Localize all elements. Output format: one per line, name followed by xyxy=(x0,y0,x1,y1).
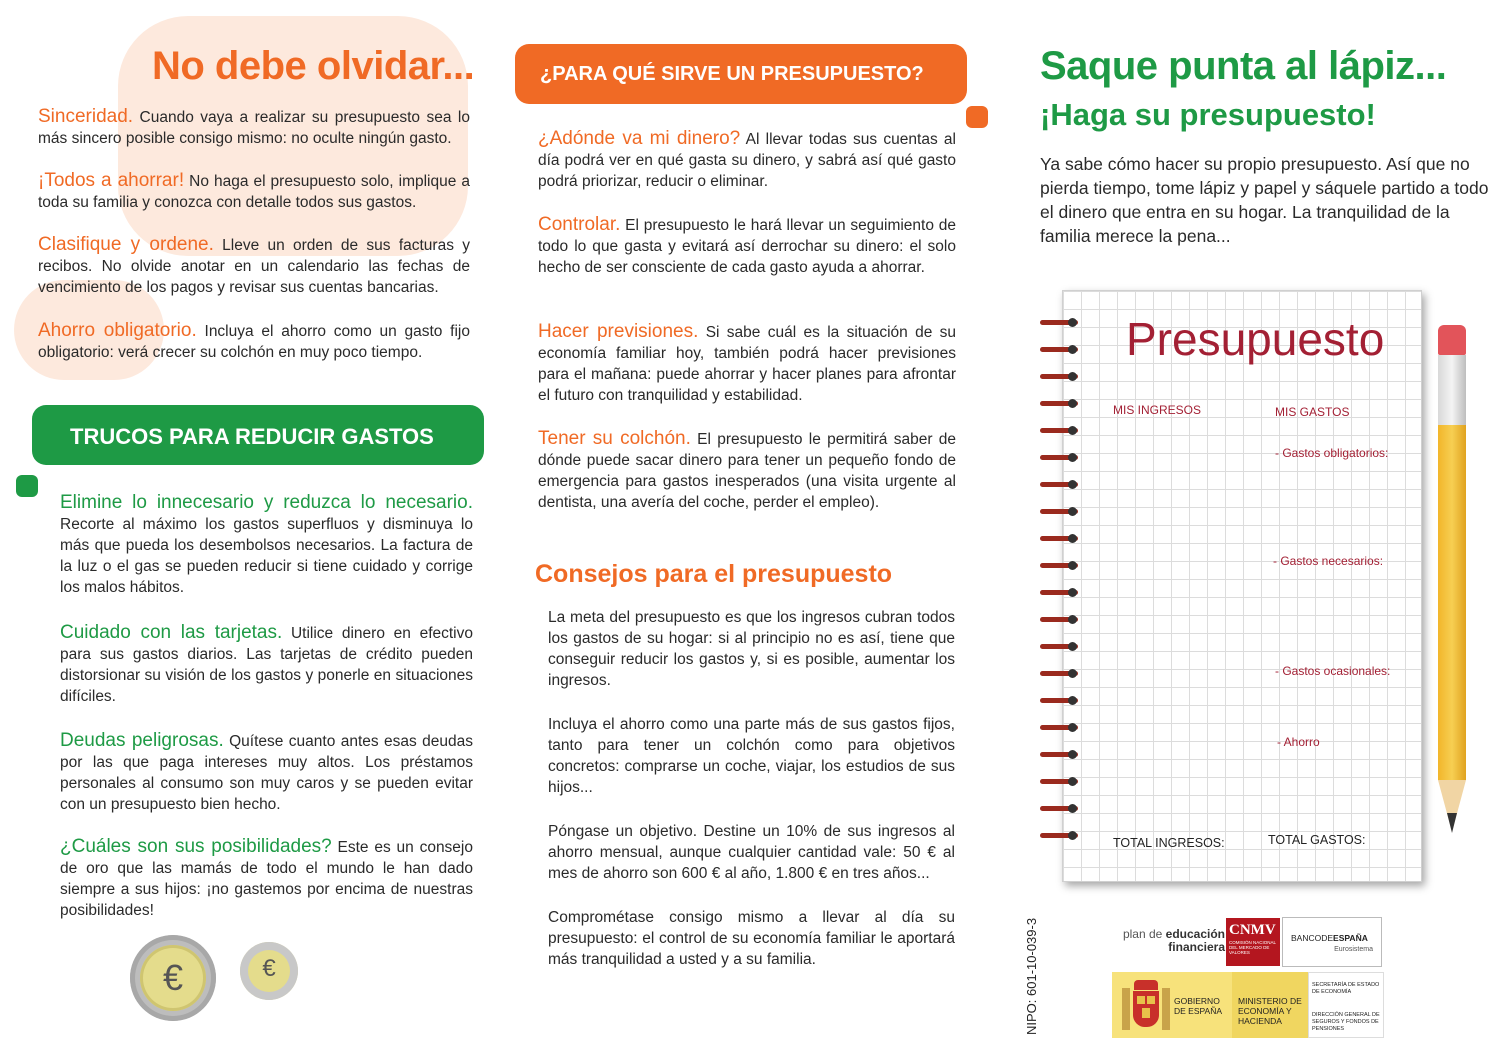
ministerio-text: MINISTERIO DE ECONOMÍA Y HACIENDA xyxy=(1238,996,1302,1026)
sinceridad-lead: Sinceridad. xyxy=(38,106,134,127)
ahorro-obligatorio-paragraph xyxy=(38,320,470,363)
deudas-paragraph xyxy=(60,730,473,815)
spiral-ring xyxy=(1040,615,1080,624)
adonde-lead: ¿Adónde va mi dinero? xyxy=(538,128,741,149)
para-que-sirve-header xyxy=(515,44,967,104)
plan-text-1: plan de xyxy=(1122,927,1166,941)
nipo-code: NIPO: 601-10-039-3 xyxy=(1024,917,1039,1035)
spiral-ring xyxy=(1040,318,1080,327)
spiral-ring xyxy=(1040,480,1080,489)
direccion-text: DIRECCIÓN GENERAL DE SEGUROS Y FONDOS DE PENSIONES xyxy=(1312,1012,1380,1032)
plan-text-3: financiera xyxy=(1168,940,1225,954)
spiral-ring xyxy=(1040,750,1080,759)
spiral-ring xyxy=(1040,426,1080,435)
banco-espana-logo xyxy=(1282,917,1382,967)
coin-large-icon xyxy=(130,935,216,1021)
colchon-text: El presupuesto le permitirá saber de dónde puede sacar dinero para tener un pequeño fondo de emergencia para gastos inesperados (una visita urgente al dentista, una avería del coche, perder el empleo). xyxy=(538,431,956,511)
spiral-ring xyxy=(1040,723,1080,732)
tarjetas-paragraph xyxy=(60,622,473,707)
consejo-2: Incluya el ahorro como una parte más de sus gastos fijos, tanto para tener un colchón como para objetivos concretos: comprarse un coche, viajar, los estudios de sus hijos... xyxy=(548,716,955,796)
colchon-paragraph xyxy=(538,428,956,513)
euro-symbol: € xyxy=(162,957,184,998)
haga-presupuesto-subtitle: ¡Haga su presupuesto! xyxy=(1040,97,1376,132)
elimine-lead: Elimine lo innecesario y reduzca lo necesario. xyxy=(60,492,473,513)
controlar-text: El presupuesto le hará llevar un seguimiento de todo lo que gasta y evitará así derrochar su dinero: el solo hecho de ser consciente de cada gasto ayuda a ahorrar. xyxy=(538,217,956,276)
controlar-lead: Controlar. xyxy=(538,214,621,235)
no-debe-olvidar-title: No debe olvidar... xyxy=(152,44,475,88)
posibilidades-lead: ¿Cuáles son sus posibilidades? xyxy=(60,836,332,857)
deudas-lead: Deudas peligrosas. xyxy=(60,730,224,751)
pencil-icon xyxy=(1434,325,1470,845)
gastos-obligatorios-label: - Gastos obligatorios: xyxy=(1275,446,1389,460)
mis-ingresos-label: MIS INGRESOS xyxy=(1113,403,1202,417)
spiral-ring xyxy=(1040,696,1080,705)
sinceridad-paragraph xyxy=(38,106,470,149)
spiral-ring xyxy=(1040,804,1080,813)
spiral-ring xyxy=(1040,588,1080,597)
ahorro-obligatorio-lead: Ahorro obligatorio. xyxy=(38,320,197,341)
todos-ahorrar-lead: ¡Todos a ahorrar! xyxy=(38,170,185,191)
clasifique-text: Lleve un orden de sus facturas y recibos. No olvide anotar en un calendario las fechas de vencimiento de los pagos y revisar sus cuentas bancarias. xyxy=(38,237,470,296)
trucos-header xyxy=(32,405,484,465)
ahorro-obligatorio-text: Incluya el ahorro como un gasto fijo obligatorio: verá crecer su colchón en muy poco tiempo. xyxy=(38,323,471,361)
adonde-text: Al llevar todas sus cuentas al día podrá ver en qué gasta su dinero, y sabrá así qué gasto podrá priorizar, reducir o eliminar. xyxy=(538,131,956,190)
adonde-paragraph xyxy=(538,128,956,192)
bde-text-2: DE xyxy=(1321,933,1334,943)
gastos-necesarios-label: - Gastos necesarios: xyxy=(1273,554,1384,568)
cnmv-logo xyxy=(1226,918,1280,966)
posibilidades-text: Este es un consejo de oro que las mamás de todo el mundo le han dado siempre a sus hijos: ¡no gastemos por encima de nuestras posibilidades! xyxy=(60,839,473,919)
total-gastos-label: TOTAL GASTOS: xyxy=(1268,833,1366,847)
mis-gastos-label: MIS GASTOS xyxy=(1275,405,1350,419)
spiral-ring xyxy=(1040,669,1080,678)
gastos-ocasionales-label: - Gastos ocasionales: xyxy=(1275,664,1391,678)
deudas-text: Quítese cuanto antes esas deudas por las que paga intereses muy altos. Los préstamos personales al consumo son muy caros y se pueden evitar con un presupuesto bien hecho. xyxy=(60,733,473,813)
consejo-1: La meta del presupuesto es que los ingresos cubran todos los gastos de su hogar: si al principio no es así, tiene que conseguir reducir los gastos y, si es posible, aumentar los ingresos. xyxy=(548,609,955,689)
spiral-ring xyxy=(1040,777,1080,786)
total-ingresos-label: TOTAL INGRESOS: xyxy=(1113,836,1225,850)
notebook-title: Presupuesto xyxy=(1126,313,1385,365)
spiral-ring xyxy=(1040,345,1080,354)
secretaria-text: SECRETARÍA DE ESTADO DE ECONOMÍA xyxy=(1312,982,1380,995)
previsiones-lead: Hacer previsiones. xyxy=(538,321,699,342)
spiral-ring xyxy=(1040,507,1080,516)
consejo-4: Comprométase consigo mismo a llevar al día su presupuesto: el control de su economía familiar le aportará más tranquilidad a usted y a su familia. xyxy=(548,909,955,968)
coat-of-arms-icon xyxy=(1122,980,1170,1032)
posibilidades-paragraph xyxy=(60,836,473,921)
bde-subtext: Eurosistema xyxy=(1334,946,1373,953)
clasifique-lead: Clasifique y ordene. xyxy=(38,234,214,255)
coin-small-icon xyxy=(240,942,298,1000)
consejos-title: Consejos para el presupuesto xyxy=(535,560,893,588)
gobierno-text: GOBIERNO DE ESPAÑA xyxy=(1174,996,1223,1016)
notebook xyxy=(1062,290,1422,882)
green-bullet-dot xyxy=(16,475,38,497)
spiral-ring xyxy=(1040,399,1080,408)
elimine-paragraph xyxy=(60,492,473,598)
cnmv-subtext: COMISIÓN NACIONAL DEL MERCADO DE VALORES xyxy=(1229,940,1276,955)
previsiones-text: Si sabe cuál es la situación de su economía familiar hoy, también podrá hacer previsiones para el mañana: puede ahorrar y hacer planes para afrontar el futuro con tranquilidad y estabilidad. xyxy=(538,324,957,404)
spiral-ring xyxy=(1040,372,1080,381)
controlar-paragraph xyxy=(538,214,956,278)
tarjetas-text: Utilice dinero en efectivo para sus gastos diarios. Las tarjetas de crédito pueden distorsionar su visión de los gastos y ponerle en situaciones difíciles. xyxy=(60,625,473,705)
previsiones-paragraph xyxy=(538,321,956,406)
plan-text-2: educación xyxy=(1165,927,1225,941)
saque-punta-title: Saque punta al lápiz... xyxy=(1040,44,1447,88)
gobierno-banner xyxy=(1112,972,1384,1038)
todos-ahorrar-text: No haga el presupuesto solo, implique a toda su familia y conozca con detalle todos sus gastos. xyxy=(38,173,470,211)
intro-paragraph: Ya sabe cómo hacer su propio presupuesto. Así que no pierda tiempo, tome lápiz y papel y sáquele partido a todo el dinero que entra en su hogar. La tranquilidad de la familia merece la pena... xyxy=(1040,154,1489,246)
bde-text-1: BANCO xyxy=(1291,933,1322,943)
euro-symbol-small: € xyxy=(262,955,276,982)
spiral-ring xyxy=(1040,642,1080,651)
spiral-ring xyxy=(1040,561,1080,570)
todos-ahorrar-paragraph xyxy=(38,170,470,213)
cnmv-text: CNMV xyxy=(1229,922,1276,938)
sinceridad-text: Cuando vaya a realizar su presupuesto sea lo más sincero posible consigo mismo: no oculte ningún gasto. xyxy=(38,109,470,147)
spiral-ring xyxy=(1040,453,1080,462)
tarjetas-lead: Cuidado con las tarjetas. xyxy=(60,622,283,643)
trucos-title: TRUCOS PARA REDUCIR GASTOS xyxy=(70,424,434,449)
spiral-ring xyxy=(1040,534,1080,543)
bde-text-3: ESPAÑA xyxy=(1333,933,1368,943)
spiral-ring xyxy=(1040,831,1080,840)
consejo-3: Póngase un objetivo. Destine un 10% de sus ingresos al ahorro mensual, aunque cualquier cantidad vale: 50 € al mes de ahorro son 600 € al año, 1.800 € en tres años... xyxy=(548,823,955,882)
plan-educacion-logo xyxy=(1113,928,1225,954)
clasifique-paragraph xyxy=(38,234,470,298)
para-que-sirve-title: ¿PARA QUÉ SIRVE UN PRESUPUESTO? xyxy=(540,63,924,85)
orange-bullet-dot xyxy=(966,106,988,128)
elimine-text: Recorte al máximo los gastos superfluos y disminuya lo más que pueda los desembolsos necesarios. La factura de la luz o el gas se pueden reducir si tiene cuidado y corrige los malos hábitos. xyxy=(60,516,473,596)
ahorro-label: - Ahorro xyxy=(1277,735,1320,749)
colchon-lead: Tener su colchón. xyxy=(538,428,691,449)
